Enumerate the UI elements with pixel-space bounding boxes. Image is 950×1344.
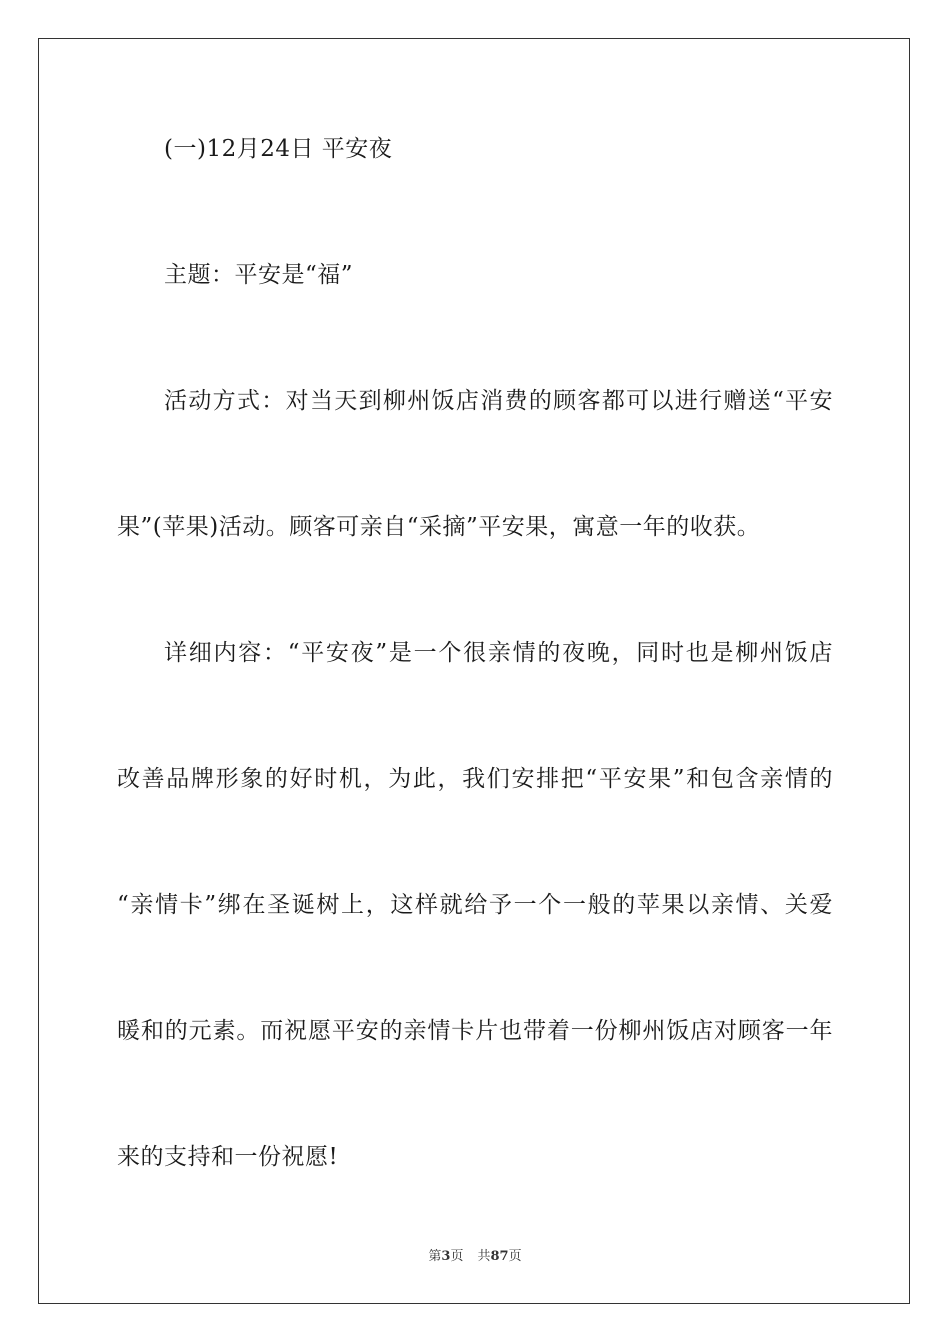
page-footer [0,1248,950,1266]
details-line-2: 改善品牌形象的好时机，为此，我们安排把“平安果”和包含亲情的 [117,766,833,792]
activity-method-line-1: 活动方式：对当天到柳州饭店消费的顾客都可以进行赠送“平安 [164,388,833,414]
details-line-1: 详细内容：“平安夜”是一个很亲情的夜晚，同时也是柳州饭店 [164,640,833,666]
total-suffix: 页 [508,1249,522,1264]
page-number: 3 [441,1249,451,1264]
section-heading: (一)12月24日 平安夜 [164,136,393,162]
page-border [38,38,910,1304]
details-line-5: 来的支持和一份祝愿! [117,1144,339,1170]
page-prefix: 第 [428,1249,442,1264]
page-suffix: 页 [450,1249,464,1264]
total-pages: 87 [490,1249,509,1264]
details-line-4: 暖和的元素。而祝愿平安的亲情卡片也带着一份柳州饭店对顾客一年 [117,1018,833,1044]
theme-line: 主题：平安是“福” [164,262,354,288]
total-prefix: 共 [477,1249,491,1264]
activity-method-line-2: 果”(苹果)活动。顾客可亲自“采摘”平安果，寓意一年的收获。 [117,514,761,540]
details-line-3: “亲情卡”绑在圣诞树上，这样就给予一个一般的苹果以亲情、关爱 [117,892,833,918]
